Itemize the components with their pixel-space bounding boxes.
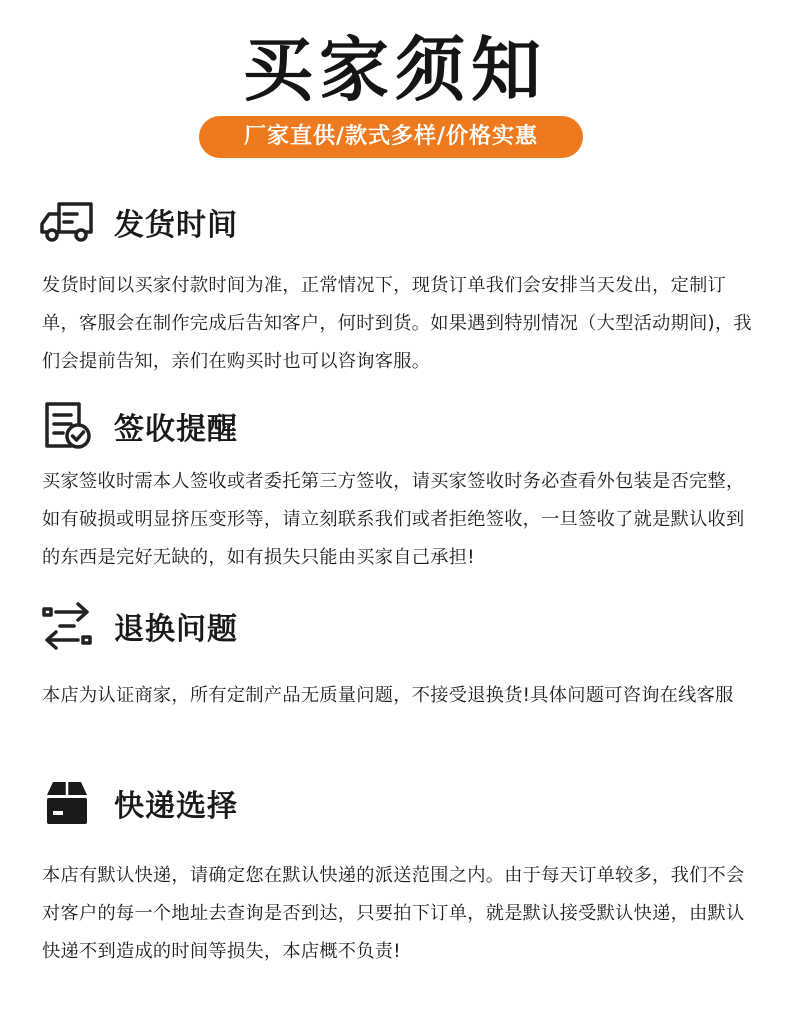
section-header-courier <box>38 775 238 831</box>
page-title: 买家须知 <box>243 29 547 111</box>
section-body-returns: 本店为认证商家，所有定制产品无质量问题，不接受退换货!具体问题可咨询在线客服 <box>42 685 734 706</box>
section-title-returns: 退换问题 <box>114 612 238 647</box>
section-body-shipping: 发货时间以买家付款时间为准，正常情况下，现货订单我们会安排当天发出，定制订单，客服会在制作完成后告知客户，何时到货。如果遇到特别情况（大型活动期间)，我们会提前告知，亲们在购买时也可以咨询客服。 <box>42 275 752 372</box>
section-title-receipt: 签收提醒 <box>114 412 238 447</box>
package-box-icon <box>38 775 96 831</box>
subtitle-badge: 厂家直供/款式多样/价格实惠 <box>199 116 583 158</box>
section-title-courier: 快递选择 <box>114 789 238 824</box>
section-header-shipping <box>38 194 238 250</box>
section-header-receipt <box>38 398 238 454</box>
signed-document-icon <box>38 398 96 454</box>
section-title-shipping: 发货时间 <box>114 208 238 243</box>
truck-icon <box>38 194 96 250</box>
section-body-courier: 本店有默认快递，请确定您在默认快递的派送范围之内。由于每天订单较多，我们不会对客户的每一个地址去查询是否到达，只要拍下订单，就是默认接受默认快递，由默认快递不到造成的时间等损失，本店概不负责! <box>42 865 745 962</box>
exchange-arrows-icon <box>38 598 96 654</box>
section-header-returns <box>38 598 238 654</box>
section-body-receipt: 买家签收时需本人签收或者委托第三方签收，请买家签收时务必查看外包装是否完整，如有破损或明显挤压变形等，请立刻联系我们或者拒绝签收，一旦签收了就是默认收到的东西是完好无缺的，如有损失只能由买家自己承担! <box>42 471 745 568</box>
